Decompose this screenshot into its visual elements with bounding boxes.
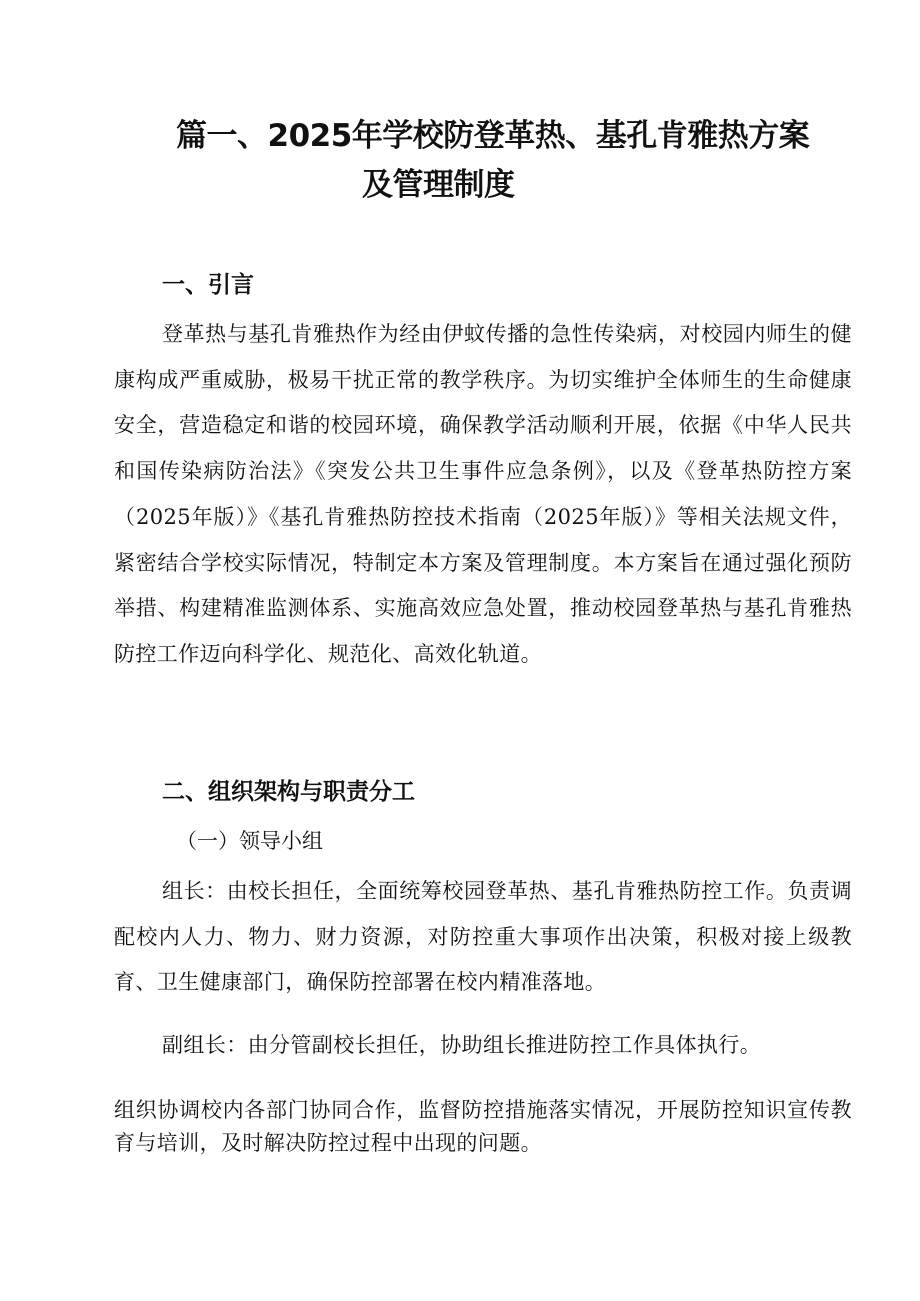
section-heading-organization: 二、组织架构与职责分工 xyxy=(162,779,415,805)
document-title-line-2: 及管理制度 xyxy=(362,167,515,203)
deputy-duties-paragraph: 组织协调校内各部门协同合作，监督防控措施落实情况，开展防控知识宣传教育与培训，及时解决防控过程中出现的问题。 xyxy=(114,1098,852,1155)
leader-paragraph: 组长：由校长担任，全面统筹校园登革热、基孔肯雅热防控工作。负责调配校内人力、物力、财力资源，对防控重大事项作出决策，积极对接上级教育、卫生健康部门，确保防控部署在校内精准落地。 xyxy=(114,879,852,995)
introduction-paragraph: 登革热与基孔肯雅热作为经由伊蚊传播的急性传染病，对校园内师生的健康构成严重威胁，极易干扰正常的教学秩序。为切实维护全体师生的生命健康安全，营造稳定和谐的校园环境，确保教学活动顺利开展，依据《中华人民共和国传染病防治法》《突发公共卫生事件应急条例》，以及《登革热防控方案（2025年版）》《基孔肯雅热防控技术指南（2025年版）》等相关法规文件，紧密结合学校实际情况，特制定本方案及管理制度。本方案旨在通过强化预防举措、构建精准监测体系、实施高效应急处置，推动校园登革热与基孔肯雅热防控工作迈向科学化、规范化、高效化轨道。 xyxy=(114,322,852,666)
subsection-heading-leadership-group: （一）领导小组 xyxy=(176,829,323,853)
section-heading-introduction: 一、引言 xyxy=(162,272,254,298)
deputy-leader-paragraph: 副组长：由分管副校长担任，协助组长推进防控工作具体执行。 xyxy=(162,1033,762,1057)
document-title-line-1: 篇一、2025年学校防登革热、基孔肯雅热方案 xyxy=(176,118,810,154)
